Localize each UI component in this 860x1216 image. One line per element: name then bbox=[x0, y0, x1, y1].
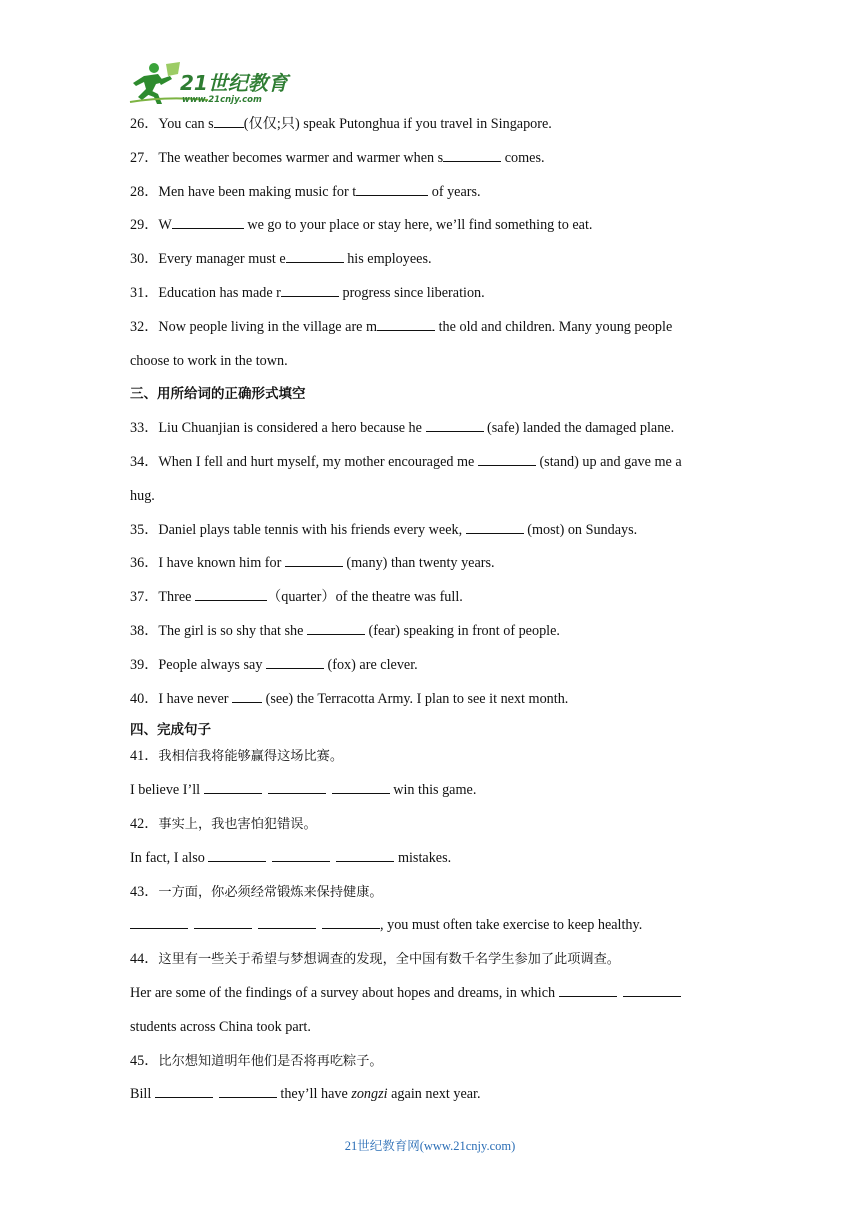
question-40 bbox=[130, 683, 730, 717]
question-text: (仅仅;只) speak Putonghua if you travel in Singapore. bbox=[243, 116, 552, 132]
question-number: 30． bbox=[130, 251, 159, 268]
question-text: hug. bbox=[130, 487, 155, 504]
question-text: choose to work in the town. bbox=[130, 352, 288, 369]
question-text: comes. bbox=[501, 149, 545, 166]
question-text: Every manager must e bbox=[158, 251, 286, 268]
answer-blank[interactable] bbox=[426, 419, 484, 432]
question-text: (see) the Terracotta Army. I plan to see it next month. bbox=[262, 690, 569, 707]
question-30 bbox=[130, 243, 730, 277]
question-text: Daniel plays table tennis with his friends every week, bbox=[158, 521, 466, 538]
question-text: The weather becomes warmer and warmer when s bbox=[158, 149, 444, 166]
logo-brand-text: 21世纪教育 bbox=[180, 71, 288, 95]
question-text: (safe) landed the damaged plane. bbox=[483, 420, 675, 437]
answer-blank[interactable] bbox=[155, 1085, 213, 1098]
question-number: 35． bbox=[130, 521, 159, 538]
question-27 bbox=[130, 142, 730, 176]
question-36 bbox=[130, 547, 730, 581]
question-31 bbox=[130, 277, 730, 311]
question-text: they’ll have bbox=[276, 1086, 352, 1103]
question-number: 32． bbox=[130, 318, 159, 335]
answer-blank[interactable] bbox=[307, 622, 365, 635]
question-text: Now people living in the village are m bbox=[158, 318, 378, 335]
question-text: Three bbox=[158, 589, 196, 606]
question-text: mistakes. bbox=[394, 849, 452, 866]
question-number: 26． bbox=[130, 116, 159, 132]
answer-blank[interactable] bbox=[466, 521, 524, 534]
answer-blank[interactable] bbox=[478, 453, 536, 466]
answer-blank[interactable] bbox=[322, 916, 380, 929]
question-34-continued bbox=[130, 480, 730, 514]
answer-blank[interactable] bbox=[377, 318, 435, 331]
question-35 bbox=[130, 514, 730, 548]
logo-site-text: www.21cnjy.com bbox=[182, 95, 262, 105]
question-text: we go to your place or stay here, we’ll find something to eat. bbox=[243, 217, 593, 234]
question-44-prompt bbox=[130, 943, 730, 977]
question-text: win this game. bbox=[389, 782, 477, 799]
question-text: (fear) speaking in front of people. bbox=[364, 622, 560, 639]
answer-blank[interactable] bbox=[172, 216, 244, 229]
question-number: 40． bbox=[130, 690, 159, 707]
question-text: W bbox=[158, 217, 172, 234]
question-number: 27． bbox=[130, 149, 159, 166]
chinese-prompt: 比尔想知道明年他们是否将再吃粽子。 bbox=[158, 1053, 383, 1069]
answer-blank[interactable] bbox=[356, 183, 428, 196]
answer-blank[interactable] bbox=[204, 781, 262, 794]
question-number: 43． bbox=[130, 883, 159, 900]
question-37 bbox=[130, 581, 730, 615]
question-number: 45． bbox=[130, 1052, 159, 1069]
answer-blank[interactable] bbox=[332, 781, 390, 794]
question-number: 31． bbox=[130, 284, 159, 301]
question-text: (most) on Sundays. bbox=[523, 521, 638, 538]
question-text: The girl is so shy that she bbox=[158, 622, 307, 639]
question-45-prompt bbox=[130, 1045, 730, 1079]
answer-blank[interactable] bbox=[559, 984, 617, 997]
answer-blank[interactable] bbox=[194, 916, 252, 929]
question-text: I have known him for bbox=[158, 555, 285, 572]
section-heading-3: 三、用所给词的正确形式填空 bbox=[130, 386, 306, 403]
chinese-prompt: 事实上，我也害怕犯错误。 bbox=[158, 816, 317, 832]
question-text: You can s bbox=[158, 116, 214, 132]
chinese-prompt: 这里有一些关于希望与梦想调查的发现，全中国有数千名学生参加了此项调查。 bbox=[158, 952, 620, 968]
question-33 bbox=[130, 412, 730, 446]
question-text: progress since liberation. bbox=[338, 284, 485, 301]
question-34 bbox=[130, 446, 730, 480]
question-text: Bill bbox=[130, 1086, 155, 1103]
logo-21cnjy bbox=[128, 60, 298, 106]
answer-blank[interactable] bbox=[336, 849, 394, 862]
section-heading-4: 四、完成句子 bbox=[130, 722, 211, 739]
question-text: （quarter）of the theatre was full. bbox=[267, 589, 463, 606]
page-footer: 21世纪教育网(www.21cnjy.com) bbox=[344, 1139, 516, 1153]
answer-blank[interactable] bbox=[219, 1085, 277, 1098]
question-number: 44． bbox=[130, 951, 159, 968]
question-42-prompt bbox=[130, 808, 730, 842]
answer-blank[interactable] bbox=[208, 849, 266, 862]
question-text: People always say bbox=[158, 656, 266, 673]
question-text: the old and children. Many young people bbox=[435, 318, 673, 335]
question-32-continued bbox=[130, 345, 730, 379]
question-text: (stand) up and gave me a bbox=[535, 453, 682, 470]
question-text: students across China took part. bbox=[130, 1018, 311, 1035]
answer-blank[interactable] bbox=[286, 250, 344, 263]
question-text: I have never bbox=[158, 690, 233, 707]
answer-blank[interactable] bbox=[285, 554, 343, 567]
question-number: 39． bbox=[130, 656, 159, 673]
chinese-prompt: 我相信我将能够赢得这场比赛。 bbox=[158, 749, 344, 765]
italic-word: zongzi bbox=[351, 1086, 388, 1103]
answer-blank[interactable] bbox=[268, 781, 326, 794]
question-38 bbox=[130, 615, 730, 649]
question-text: Men have been making music for t bbox=[158, 183, 357, 200]
question-text: his employees. bbox=[343, 251, 432, 268]
question-text: In fact, I also bbox=[130, 849, 209, 866]
question-number: 29． bbox=[130, 217, 159, 234]
question-number: 36． bbox=[130, 555, 159, 572]
answer-blank[interactable] bbox=[232, 690, 262, 703]
answer-blank[interactable] bbox=[281, 284, 339, 297]
worksheet-content bbox=[130, 108, 730, 1112]
answer-blank[interactable] bbox=[266, 656, 324, 669]
question-number: 42． bbox=[130, 815, 159, 832]
answer-blank[interactable] bbox=[623, 984, 681, 997]
question-text: Liu Chuanjian is considered a hero because he bbox=[158, 420, 426, 437]
question-45-answer bbox=[130, 1078, 730, 1112]
question-text: I believe I’ll bbox=[130, 782, 204, 799]
question-39 bbox=[130, 649, 730, 683]
answer-blank[interactable] bbox=[214, 115, 244, 128]
question-number: 38． bbox=[130, 622, 159, 639]
answer-blank[interactable] bbox=[130, 916, 188, 929]
question-number: 41． bbox=[130, 748, 159, 765]
question-43-prompt bbox=[130, 876, 730, 910]
question-text: (fox) are clever. bbox=[323, 656, 418, 673]
answer-blank[interactable] bbox=[195, 588, 267, 601]
question-number: 34． bbox=[130, 453, 159, 470]
question-text: , you must often take exercise to keep healthy. bbox=[380, 917, 643, 934]
question-32 bbox=[130, 311, 730, 345]
question-41-prompt bbox=[130, 740, 730, 774]
question-44-continued bbox=[130, 1011, 730, 1045]
question-text: again next year. bbox=[387, 1086, 481, 1103]
answer-blank[interactable] bbox=[443, 149, 501, 162]
question-text: of years. bbox=[428, 183, 481, 200]
question-41-answer bbox=[130, 774, 730, 808]
question-28 bbox=[130, 176, 730, 210]
question-26 bbox=[130, 108, 730, 142]
question-text: When I fell and hurt myself, my mother encouraged me bbox=[158, 453, 478, 470]
question-44-answer bbox=[130, 977, 730, 1011]
question-number: 33． bbox=[130, 420, 159, 437]
answer-blank[interactable] bbox=[272, 849, 330, 862]
question-text: Her are some of the findings of a survey about hopes and dreams, in which bbox=[130, 984, 559, 1001]
question-42-answer bbox=[130, 842, 730, 876]
question-text: Education has made r bbox=[158, 284, 281, 301]
answer-blank[interactable] bbox=[258, 916, 316, 929]
question-29 bbox=[130, 209, 730, 243]
chinese-prompt: 一方面，你必须经常锻炼来保持健康。 bbox=[158, 884, 383, 900]
question-text: (many) than twenty years. bbox=[342, 555, 495, 572]
question-number: 28． bbox=[130, 183, 159, 200]
question-43-answer bbox=[130, 909, 730, 943]
question-number: 37． bbox=[130, 589, 159, 606]
